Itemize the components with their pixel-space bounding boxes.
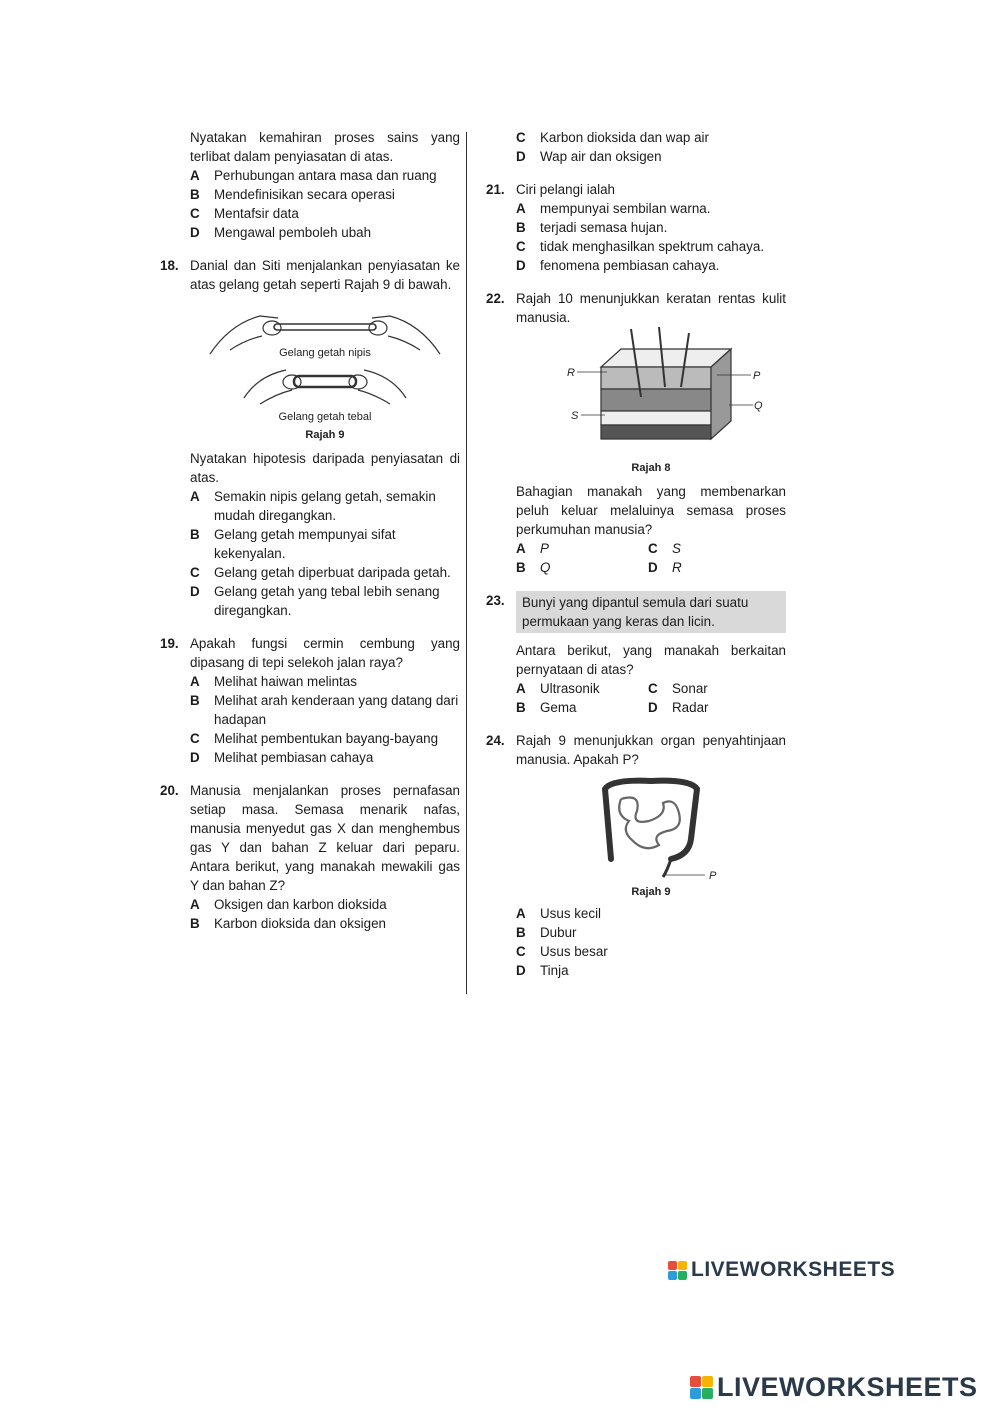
question-stem-2: Bahagian manakah yang membenarkan peluh keluar melaluinya semasa proses perkumuhan manusia? bbox=[516, 484, 786, 537]
option-c[interactable]: C tidak menghasilkan spektrum cahaya. bbox=[516, 239, 765, 254]
option-a[interactable]: A Semakin nipis gelang getah, semakin mudah diregangkan. bbox=[190, 489, 436, 523]
option-d[interactable]: D Gelang getah yang tebal lebih senang diregangkan. bbox=[190, 584, 440, 618]
options-grid bbox=[516, 679, 786, 717]
question-number: 20. bbox=[160, 783, 179, 798]
options-grid bbox=[516, 539, 786, 577]
option-b[interactable]: B Melihat arah kenderaan yang datang dari hadapan bbox=[190, 693, 459, 727]
figure-skin bbox=[516, 327, 786, 482]
question-stem: Nyatakan kemahiran proses sains yang terlibat dalam penyiasatan di atas. bbox=[190, 130, 460, 164]
option-a[interactable]: A mempunyai sembilan warna. bbox=[516, 201, 711, 216]
question-stem: Ciri pelangi ialah bbox=[516, 182, 615, 197]
option-c[interactable]: C Usus besar bbox=[516, 944, 608, 959]
thick-rubber-band bbox=[294, 376, 356, 387]
option-b[interactable]: B Mendefinisikan secara operasi bbox=[190, 187, 395, 202]
rectum bbox=[663, 859, 671, 877]
option-a[interactable]: A Usus kecil bbox=[516, 906, 602, 921]
logo-mark-icon bbox=[690, 1376, 713, 1399]
option-d[interactable]: D Radar bbox=[648, 700, 709, 715]
option-b[interactable]: B terjadi semasa hujan. bbox=[516, 220, 668, 235]
option-d[interactable]: D Melihat pembiasan cahaya bbox=[190, 750, 374, 765]
question-21 bbox=[486, 180, 786, 275]
small-intestine bbox=[619, 798, 680, 849]
dermis bbox=[601, 389, 711, 411]
question-stem: Rajah 10 menunjukkan keratan rentas kulit manusia. bbox=[516, 291, 786, 325]
label-thin-band: Gelang getah nipis bbox=[279, 347, 371, 359]
figure-caption: Rajah 8 bbox=[631, 462, 671, 474]
option-c[interactable]: C Gelang getah diperbuat daripada getah. bbox=[190, 565, 451, 580]
question-number: 22. bbox=[486, 291, 505, 306]
liveworksheets-logo-bottom[interactable]: LIVEWORKSHEETS bbox=[690, 1372, 978, 1403]
question-stem: Manusia menjalankan proses pernafasan setiap masa. Semasa menarik nafas, manusia menyedut gas X dan menghembus gas Y dan bahan Z keluar dari peparu. Antara berikut, yang manakah mewakili gas Y dan bahan Z? bbox=[190, 783, 460, 893]
option-b[interactable]: B Karbon dioksida dan oksigen bbox=[190, 916, 386, 931]
figure-caption: Rajah 9 bbox=[631, 886, 671, 898]
question-number: 24. bbox=[486, 733, 505, 748]
question-20-continuation bbox=[486, 128, 786, 166]
right-fingers-top bbox=[369, 321, 387, 335]
rubber-band-illustration bbox=[200, 294, 450, 444]
option-b[interactable]: B Dubur bbox=[516, 925, 577, 940]
option-a[interactable]: A Ultrasonik bbox=[516, 681, 600, 696]
question-stem: Danial dan Siti menjalankan penyiasatan ke atas gelang getah seperti Rajah 9 di bawah. bbox=[190, 258, 460, 292]
statement-box: Bunyi yang dipantul semula dari suatu permukaan yang keras dan licin. bbox=[516, 591, 786, 633]
option-d[interactable]: D Mengawal pemboleh ubah bbox=[190, 225, 372, 240]
question-stem: Apakah fungsi cermin cembung yang dipasang di tepi selekoh jalan raya? bbox=[190, 636, 460, 670]
column-divider bbox=[466, 132, 467, 994]
label-thick-band: Gelang getah tebal bbox=[278, 411, 372, 423]
option-b[interactable]: B Gema bbox=[516, 700, 577, 715]
fat-layer bbox=[601, 411, 711, 425]
question-number: 18. bbox=[160, 258, 179, 273]
option-a[interactable]: A Oksigen dan karbon dioksida bbox=[190, 897, 387, 912]
question-24 bbox=[486, 731, 786, 980]
figure-intestine bbox=[516, 769, 786, 904]
label-p: P bbox=[753, 370, 761, 382]
option-d[interactable]: D Wap air dan oksigen bbox=[516, 149, 662, 164]
question-19 bbox=[160, 634, 460, 767]
option-a[interactable]: A Melihat haiwan melintas bbox=[190, 674, 357, 689]
question-17-continuation bbox=[160, 128, 460, 242]
option-c[interactable]: C S bbox=[648, 541, 681, 556]
question-20 bbox=[160, 781, 460, 933]
option-c[interactable]: C Mentafsir data bbox=[190, 206, 299, 221]
question-stem: Antara berikut, yang manakah berkaitan pernyataan di atas? bbox=[516, 643, 786, 677]
right-column bbox=[486, 128, 786, 980]
question-23 bbox=[486, 591, 786, 717]
liveworksheets-logo-mid[interactable]: LIVEWORKSHEETS bbox=[668, 1258, 895, 1282]
option-d[interactable]: D Tinja bbox=[516, 963, 569, 978]
question-stem-2: Nyatakan hipotesis daripada penyiasatan di atas. bbox=[190, 451, 460, 485]
option-b[interactable]: B Q bbox=[516, 560, 551, 575]
logo-mark-icon bbox=[668, 1261, 687, 1280]
option-a[interactable]: A Perhubungan antara masa dan ruang bbox=[190, 168, 437, 183]
label-q: Q bbox=[754, 400, 763, 412]
figure-rubber-bands bbox=[190, 294, 460, 449]
epidermis bbox=[601, 367, 711, 389]
thin-rubber-band bbox=[274, 324, 376, 330]
option-a[interactable]: A P bbox=[516, 541, 549, 556]
option-d[interactable]: D R bbox=[648, 560, 682, 575]
left-column bbox=[160, 128, 460, 933]
question-stem: Rajah 9 menunjukkan organ penyahtinjaan manusia. Apakah P? bbox=[516, 733, 786, 767]
label-s: S bbox=[571, 410, 579, 422]
question-number: 23. bbox=[486, 593, 505, 608]
option-c[interactable]: C Sonar bbox=[648, 681, 708, 696]
muscle-layer bbox=[601, 425, 711, 439]
option-d[interactable]: D fenomena pembiasan cahaya. bbox=[516, 258, 720, 273]
digestive-organ-illustration bbox=[571, 769, 731, 899]
figure-caption: Rajah 9 bbox=[305, 429, 345, 441]
option-c[interactable]: C Karbon dioksida dan wap air bbox=[516, 130, 709, 145]
question-number: 21. bbox=[486, 182, 505, 197]
skin-cross-section bbox=[541, 327, 761, 477]
question-number: 19. bbox=[160, 636, 179, 651]
question-18 bbox=[160, 256, 460, 620]
option-c[interactable]: C Melihat pembentukan bayang-bayang bbox=[190, 731, 439, 746]
label-r: R bbox=[567, 367, 575, 379]
skin-top-surface bbox=[601, 349, 731, 367]
label-p: P bbox=[709, 870, 717, 882]
question-22 bbox=[486, 289, 786, 577]
option-b[interactable]: B Gelang getah mempunyai sifat kekenyalan. bbox=[190, 527, 396, 561]
left-fingers-top bbox=[263, 321, 281, 335]
